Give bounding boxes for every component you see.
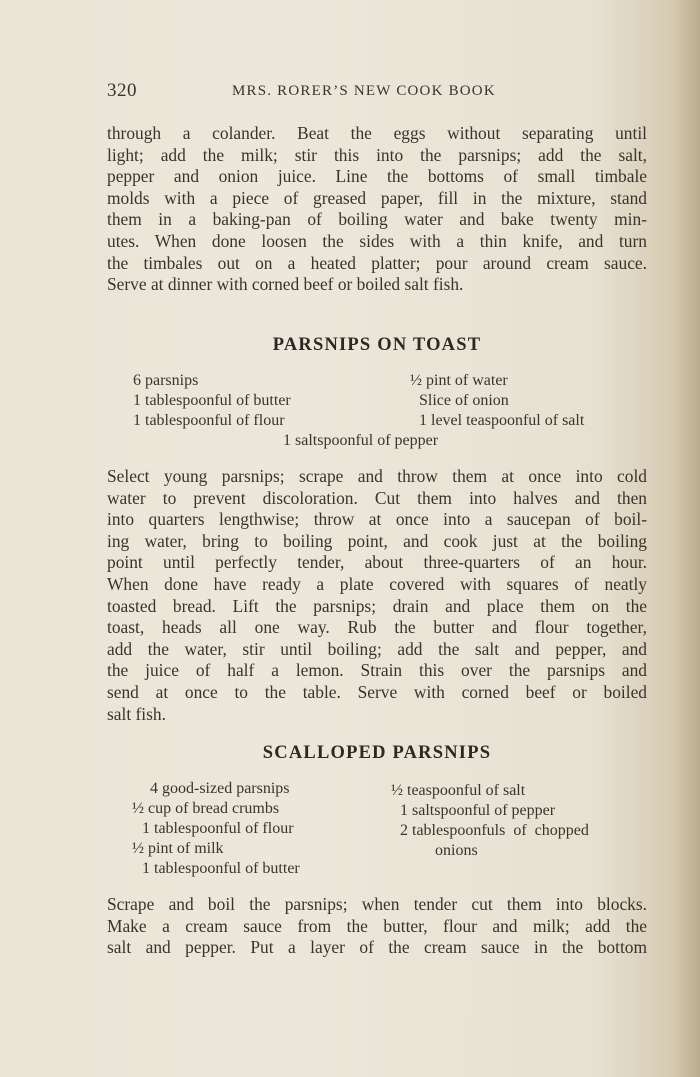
text-line: toasted bread. Lift the parsnips; drain and place them on the — [107, 595, 647, 616]
text-line: Serve at dinner with corned beef or boiled salt fish. — [107, 274, 464, 295]
text-line: the juice of half a lemon. Strain this over the parsnips and — [107, 660, 647, 681]
recipe-title-parsnips-on-toast: PARSNIPS ON TOAST — [272, 335, 482, 355]
ingredient-item: onions — [435, 842, 478, 859]
method-paragraph-parsnips-on-toast — [107, 466, 647, 725]
method-paragraph-scalloped-parsnips — [107, 894, 647, 959]
ingredient-list-right — [410, 371, 584, 431]
ingredient-item: ½ pint of water — [410, 372, 508, 389]
text-line: utes. When done loosen the sides with a thin knife, and turn — [107, 230, 647, 251]
page-number: 320 — [107, 80, 137, 101]
text-line: pepper and onion juice. Line the bottoms of small timbale — [107, 166, 647, 187]
text-line: Select young parsnips; scrape and throw them at once into cold — [107, 466, 647, 486]
running-head: MRS. RORER’S NEW COOK BOOK — [232, 83, 496, 99]
ingredient-item: ½ cup of bread crumbs — [132, 800, 280, 817]
text-line: Make a cream sauce from the butter, flour and milk; add the — [107, 915, 647, 936]
ingredient-item: Slice of onion — [419, 392, 509, 409]
ingredient-item: ½ teaspoonful of salt — [391, 782, 526, 799]
ingredient-list-right — [391, 781, 589, 861]
ingredient-item: 2 tablespoonfuls of chopped — [400, 822, 589, 839]
text-line: toast, heads all one way. Rub the butter and flour together, — [107, 617, 647, 638]
text-line: through a colander. Beat the eggs without separating until — [107, 123, 647, 143]
ingredient-list-left — [133, 371, 291, 431]
text-line: salt and pepper. Put a layer of the cream sauce in the bottom — [107, 937, 647, 958]
text-line: point until perfectly tender, about three-quarters of an hour. — [107, 552, 647, 573]
ingredient-item: 1 tablespoonful of flour — [142, 820, 294, 837]
ingredient-item: 1 level teaspoonful of salt — [419, 412, 585, 429]
text-line: When done have ready a plate covered with squares of neatly — [107, 573, 647, 594]
ingredient-item: 4 good-sized parsnips — [150, 780, 290, 797]
text-line: the timbales out on a heated platter; pour around cream sauce. — [107, 252, 647, 273]
text-line: into quarters lengthwise; throw at once into a saucepan of boil- — [107, 509, 647, 530]
text-line: light; add the milk; stir this into the parsnips; add the salt, — [107, 144, 647, 165]
ingredient-list-left — [132, 779, 300, 879]
recipe-title-scalloped-parsnips: SCALLOPED PARSNIPS — [262, 743, 492, 763]
text-line: them in a baking-pan of boiling water and bake twenty min- — [107, 209, 647, 230]
text-line: ing water, bring to boiling point, and cook just at the boiling — [107, 530, 647, 551]
ingredient-item: ½ pint of milk — [132, 840, 224, 857]
text-line: Scrape and boil the parsnips; when tender cut them into blocks. — [107, 894, 647, 914]
ingredient-item: 1 tablespoonful of butter — [133, 392, 291, 409]
text-line: molds with a piece of greased paper, fill in the mixture, stand — [107, 187, 647, 208]
ingredient-item-centered: 1 saltspoonful of pepper — [283, 432, 439, 449]
intro-paragraph — [107, 123, 647, 296]
ingredient-item: 6 parsnips — [133, 372, 199, 389]
text-line: salt fish. — [107, 703, 166, 724]
page-header — [107, 80, 637, 106]
text-line: water to prevent discoloration. Cut them into halves and then — [107, 487, 647, 508]
ingredient-item: 1 tablespoonful of flour — [133, 412, 285, 429]
ingredient-item: 1 saltspoonful of pepper — [400, 802, 556, 819]
ingredient-item: 1 tablespoonful of butter — [142, 860, 300, 877]
text-line: send at once to the table. Serve with corned beef or boiled — [107, 681, 647, 702]
text-line: add the water, stir until boiling; add the salt and pepper, and — [107, 638, 647, 659]
